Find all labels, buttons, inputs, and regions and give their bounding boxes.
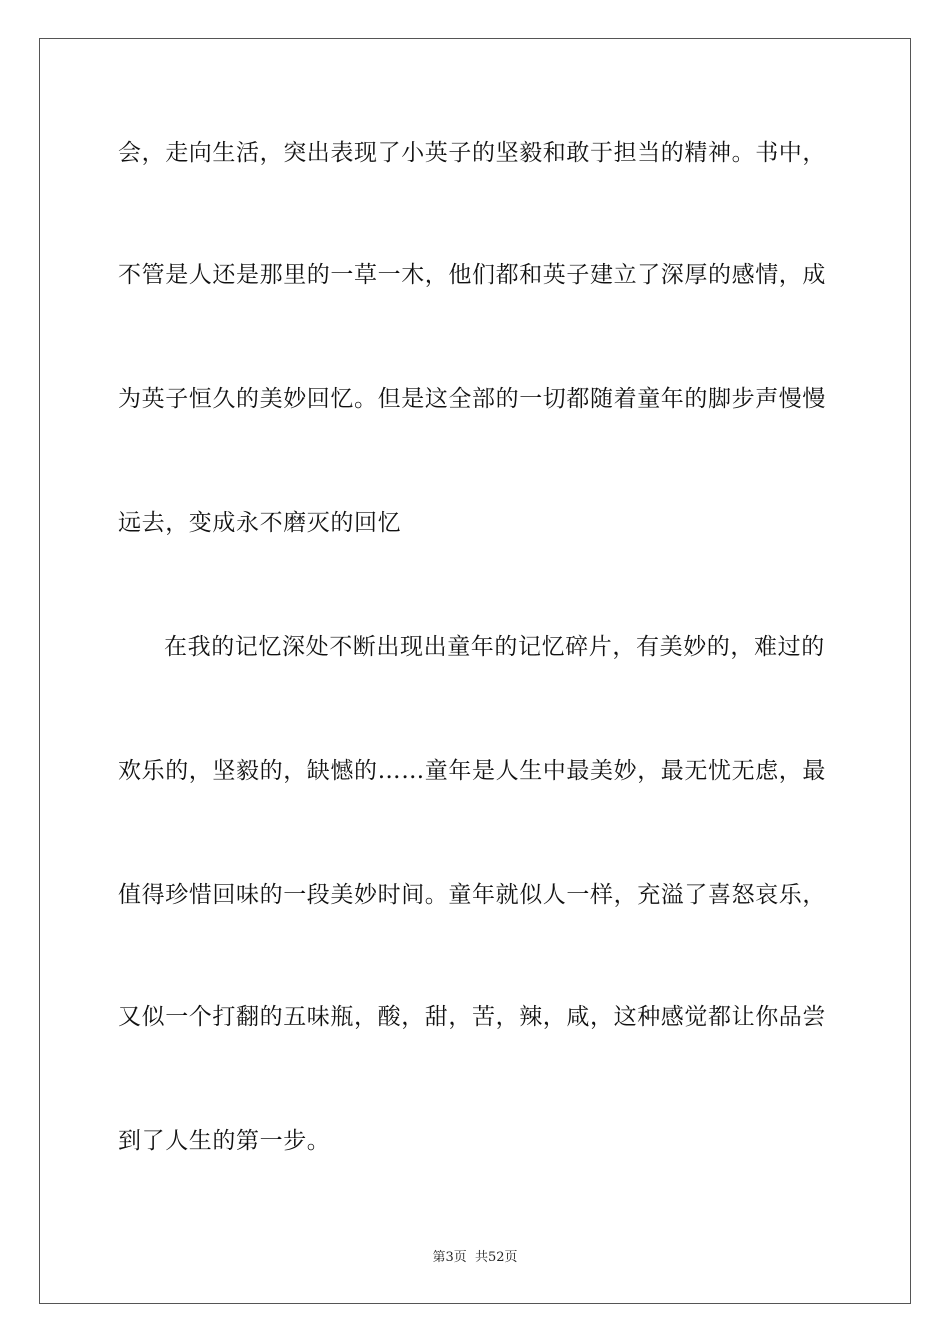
text-line-7: 值得珍惜回味的一段美妙时间。童年就似人一样，充溢了喜怒哀乐， — [118, 882, 826, 908]
text-line-6: 欢乐的，坚毅的，缺憾的……童年是人生中最美妙，最无忧无虑，最 — [118, 758, 826, 784]
page-number: 第3页 — [432, 1250, 467, 1265]
text-line-3: 为英子恒久的美妙回忆。但是这全部的一切都随着童年的脚步声慢慢 — [118, 386, 826, 412]
total-pages: 共52页 — [474, 1250, 518, 1265]
text-line-5: 在我的记忆深处不断出现出童年的记忆碎片，有美妙的，难过的 — [164, 634, 825, 660]
text-line-4: 远去，变成永不磨灭的回忆 — [118, 510, 402, 536]
text-line-1: 会，走向生活，突出表现了小英子的坚毅和敢于担当的精神。书中， — [118, 140, 826, 166]
page-footer — [0, 1246, 950, 1265]
text-line-2: 不管是人还是那里的一草一木，他们都和英子建立了深厚的感情，成 — [118, 262, 826, 288]
text-line-8: 又似一个打翻的五味瓶，酸，甜，苦，辣，咸，这种感觉都让你品尝 — [118, 1004, 826, 1030]
text-line-9: 到了人生的第一步。 — [118, 1128, 331, 1154]
page-border — [39, 38, 911, 1304]
